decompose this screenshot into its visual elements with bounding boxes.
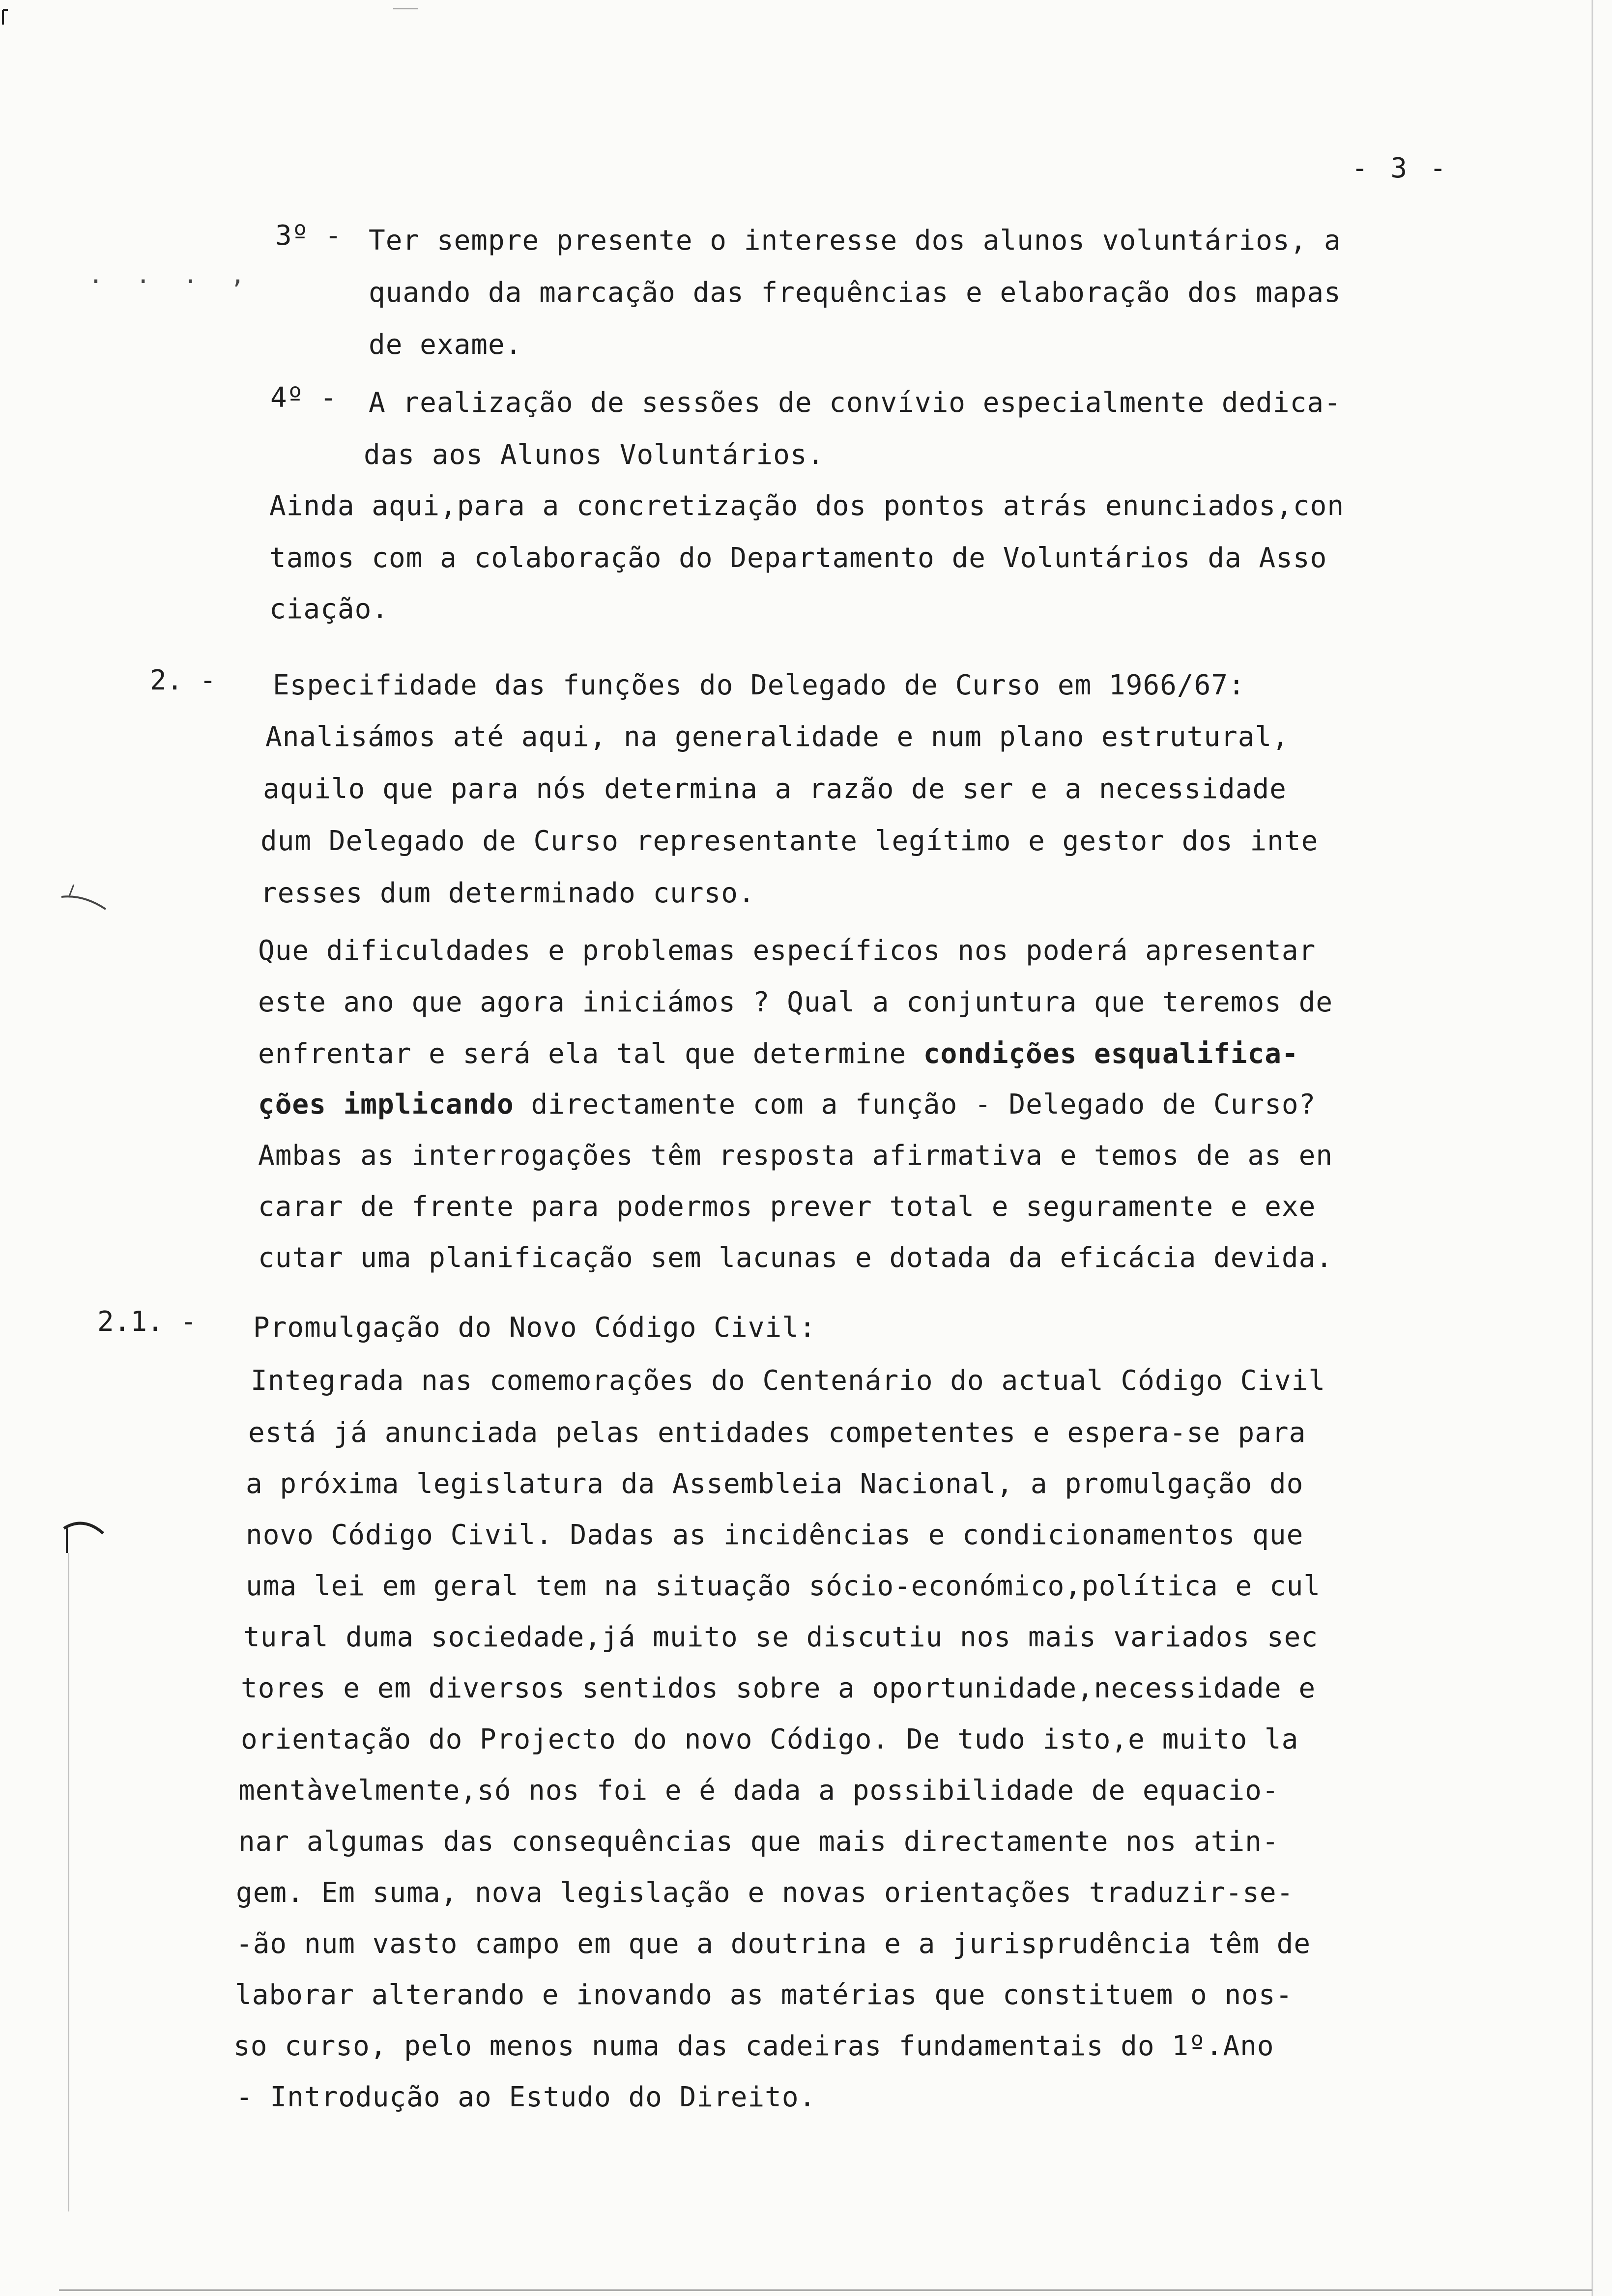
section21-line-9: mentàvelmente,só nos foi e é dada a possibilidade de equacio- <box>238 1775 1279 1807</box>
section21-line-14: so curso, pelo menos numa das cadeiras fundamentais do 1º.Ano <box>233 2030 1274 2062</box>
section21-line-15: - Introdução ao Estudo do Direito. <box>236 2081 816 2113</box>
closing-line-3: ciação. <box>269 593 389 625</box>
section21-line-7: tores e em diversos sentidos sobre a oportunidade,necessidade e <box>241 1672 1316 1704</box>
section21-line-13: laborar alterando e inovando as matérias que constituem o nos- <box>235 1979 1293 2011</box>
item4-line-1: A realização de sessões de convívio especialmente dedica- <box>369 387 1341 419</box>
closing-line-1: Ainda aqui,para a concretização dos pontos atrás enunciados,con <box>269 490 1345 522</box>
item4-line-2: das aos Alunos Voluntários. <box>364 439 825 471</box>
margin-marks: . . . , <box>88 260 254 289</box>
section21-line-12: -ão num vasto campo em que a doutrina e a jurisprudência têm de <box>236 1928 1311 1960</box>
section2-p2-line-3-bold: condições esqualifica- <box>923 1038 1299 1070</box>
item3-line-2: quando da marcação das frequências e elaboração dos mapas <box>369 277 1341 309</box>
section2-p2-line-4-rest: directamente com a função - Delegado de Curso? <box>531 1089 1316 1120</box>
section2-p1-line-1: Analisámos até aqui, na generalidade e num plano estrutural, <box>265 721 1289 753</box>
section2-heading: Especifidade das funções do Delegado de Curso em 1966/67: <box>273 669 1245 701</box>
section2-p2-line-4 <box>258 1090 1316 1119</box>
section21-heading: Promulgação do Novo Código Civil: <box>253 1312 816 1344</box>
section2-p2-line-6: carar de frente para podermos prever total e seguramente e exe <box>258 1191 1316 1223</box>
section2-p2-line-7: cutar uma planificação sem lacunas e dotada da eficácia devida. <box>258 1242 1333 1274</box>
section21-line-8: orientação do Projecto do novo Código. De tudo isto,e muito la <box>241 1723 1299 1755</box>
section2-label: 2. - <box>150 664 216 696</box>
section21-line-10: nar algumas das consequências que mais directamente nos atin- <box>238 1826 1279 1858</box>
page-number: - 3 - <box>1352 152 1449 184</box>
section2-p1-line-2: aquilo que para nós determina a razão de ser e a necessidade <box>263 773 1287 805</box>
section2-p1-line-4: resses dum determinado curso. <box>260 877 755 909</box>
item3-label: 3º - <box>275 220 342 252</box>
section2-p2-line-1: Que dificuldades e problemas específicos nos poderá apresentar <box>258 935 1316 967</box>
section21-line-4: novo Código Civil. Dadas as incidências e condicionamentos que <box>246 1519 1304 1551</box>
closing-line-2: tamos com a colaboração do Departamento de Voluntários da Asso <box>269 542 1327 574</box>
item4-label: 4º - <box>270 382 337 414</box>
section2-p2-line-5: Ambas as interrogações têm resposta afirmativa e temos de as en <box>258 1140 1333 1172</box>
item3-line-3: de exame. <box>369 329 522 361</box>
section2-p2-line-4-bold: ções implicando <box>258 1089 514 1120</box>
section2-p2-line-3-start: enfrentar e será ela tal que determine <box>258 1038 907 1070</box>
section2-p2-line-3 <box>258 1039 1299 1069</box>
section21-label: 2.1. - <box>97 1306 197 1338</box>
section21-line-3: a próxima legislatura da Assembleia Nacional, a promulgação do <box>246 1468 1304 1500</box>
section21-line-1: Integrada nas comemorações do Centenário do actual Código Civil <box>251 1365 1326 1397</box>
section21-line-2: está já anunciada pelas entidades competentes e espera-se para <box>248 1417 1306 1449</box>
section2-p1-line-3: dum Delegado de Curso representante legítimo e gestor dos inte <box>260 825 1319 857</box>
section21-line-5: uma lei em geral tem na situação sócio-económico,política e cul <box>246 1570 1321 1602</box>
section21-line-6: tural duma sociedade,já muito se discutiu nos mais variados sec <box>243 1621 1319 1653</box>
section21-line-11: gem. Em suma, nova legislação e novas orientações traduzir-se- <box>236 1877 1294 1909</box>
item3-line-1: Ter sempre presente o interesse dos alunos voluntários, a <box>369 225 1341 257</box>
section2-p2-line-2: este ano que agora iniciámos ? Qual a conjuntura que teremos de <box>258 986 1333 1018</box>
